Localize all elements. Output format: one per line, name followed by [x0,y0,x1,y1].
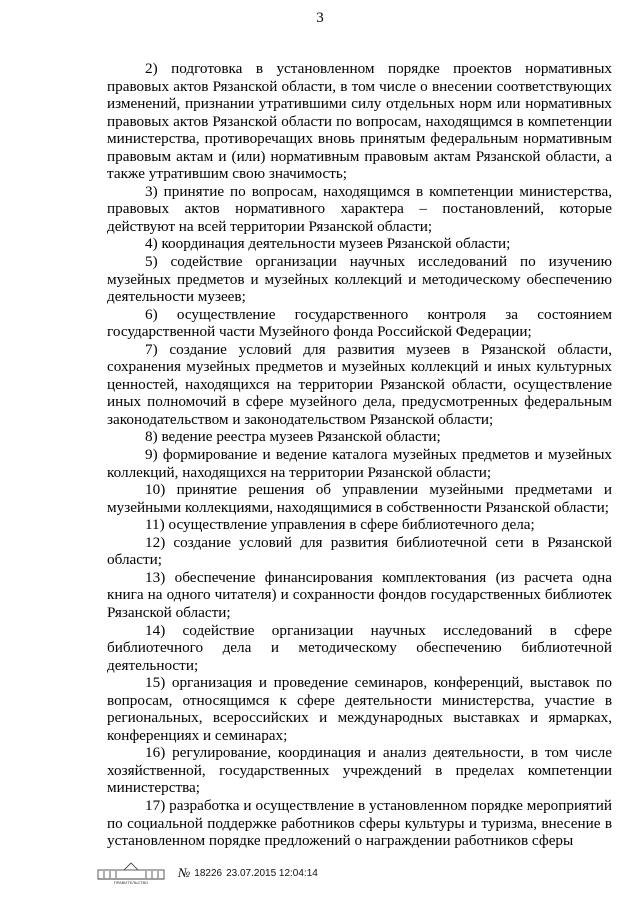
building-logo-icon [96,861,166,885]
paragraph-item-6: 6) осуществление государственного контроля за состоянием государственной части Музейного фонда Российской Федерации; [107,305,612,341]
document-body [107,60,612,850]
paragraph-item-14: 14) содействие организации научных исследований в сфере библиотечного дела и методическому обеспечению библиотечной деятельности; [107,621,612,674]
paragraph-item-4: 4) координация деятельности музеев Рязанской области; [145,235,511,253]
document-footer [96,860,426,886]
paragraph-item-7: 7) создание условий для развития музеев в Рязанской области, сохранения музейных предметов и музейных коллекций и иных культурных ценностей, находящихся на территории Рязанской области, осуществление иных полномочий в сфере музейного дела, предусмотренных федеральным законодательством и законодательством Рязанской области; [107,340,612,428]
number-sign: № [178,865,191,880]
paragraph-item-8: 8) ведение реестра музеев Рязанской области; [145,428,441,446]
paragraph-item-12: 12) создание условий для развития библиотечной сети в Рязанской области; [107,533,612,569]
paragraph-item-15: 15) организация и проведение семинаров, конференций, выставок по вопросам, относящимся к сфере деятельности министерства, участие в региональных, всероссийских и международных выставках и ярмарках, конференциях и семинарах; [107,674,612,744]
document-datetime: 23.07.2015 12:04:14 [226,867,318,879]
paragraph-item-10: 10) принятие решения об управлении музейными предметами и музейными коллекциями, находящимися в собственности Рязанской области; [107,481,612,516]
paragraph-item-5: 5) содействие организации научных исследований по изучению музейных предметов и музейных коллекций и методическому обеспечению деятельности музеев; [107,253,612,306]
page-number: 3 [316,10,324,26]
paragraph-item-17: 17) разработка и осуществление в установленном порядке мероприятий по социальной поддержке работников сферы культуры и туризма, внесение в установленном порядке предложений о награждении работников сферы [107,796,612,850]
paragraph-item-13: 13) обеспечение финансирования комплектования (из расчета одна книга на одного читателя) и сохранности фондов государственных библиотек Рязанской области; [107,568,612,621]
paragraph-item-2: 2) подготовка в установленном порядке проектов нормативных правовых актов Рязанской области, в том числе о внесении соответствующих изменений, признании утратившими силу отдельных норм или нормативных правовых актов Рязанской области по вопросам, находящимся в компетенции министерства, противоречащих вновь принятым федеральным нормативным правовым актам и (или) нормативным правовым актам Рязанской области, а также утратившим свою значимость; [107,60,612,183]
svg-text:ПРАВИТЕЛЬСТВО: ПРАВИТЕЛЬСТВО [113,880,149,885]
paragraph-item-9: 9) формирование и ведение каталога музейных предметов и музейных коллекций, находящихся на территории Рязанской области; [107,446,612,481]
paragraph-item-11: 11) осуществление управления в сфере библиотечного дела; [145,516,535,534]
paragraph-item-16: 16) регулирование, координация и анализ деятельности, в том числе хозяйственной, государственных учреждений в пределах компетенции министерства; [107,744,612,797]
paragraph-item-3: 3) принятие по вопросам, находящимся в компетенции министерства, правовых актов нормативного характера – постановлений, которые действуют на всей территории Рязанской области; [107,182,612,235]
document-number: 18226 [194,867,223,879]
